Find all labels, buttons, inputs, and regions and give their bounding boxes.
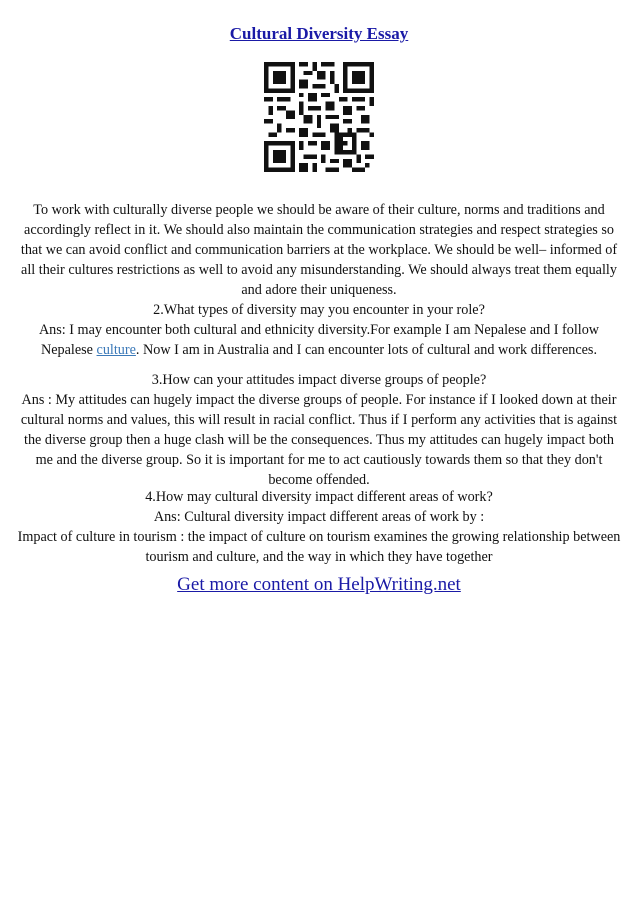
question-4-section	[14, 487, 624, 567]
question-2: 2.What types of diversity may you encounter in your role?	[153, 302, 485, 318]
intro-text: To work with culturally diverse people we should be aware of their culture, norms and traditions and accordingly reflect in it. We should also maintain the communication strategies and respect strategies so that we can avoid conflict and communication barriers at the workplace. We should be well– informed of all their cultures restrictions as well to avoid any misunderstanding. We should always treat them equally and adore their uniqueness.	[20, 202, 618, 298]
answer-2	[14, 320, 624, 360]
title-link[interactable]: Cultural Diversity Essay	[229, 24, 409, 43]
footer-link[interactable]: Get more content on HelpWriting.net	[177, 574, 461, 595]
answer-2-text-start: Ans: I may encounter both cultural and ethnicity diversity.For example I am Nepalese and I follow Nepalese	[38, 322, 600, 358]
culture-link[interactable]: culture	[96, 342, 136, 358]
question-3: 3.How can your attitudes impact diverse groups of people?	[151, 372, 487, 388]
footer-promo[interactable]	[0, 574, 638, 596]
page-title[interactable]	[0, 24, 638, 44]
answer-3: Ans : My attitudes can hugely impact the diverse groups of people. For instance if I looked down at their cultural norms and values, this will result in racial conflict. Thus if I perform any activities that is against the diverse group then a huge clash will be the consequences. Thus my attitudes can hugely impact both me and the diverse group. So it is important for me to act cautiously towards them so that they don't become offended.	[20, 392, 618, 488]
question-3-section	[14, 370, 624, 490]
answer-4-detail: Impact of culture in tourism : the impact of culture on tourism examines the growing relationship between tourism and culture, and the way in which they have together	[17, 529, 621, 565]
question-4: 4.How may cultural diversity impact different areas of work?	[145, 489, 493, 505]
answer-2-text-end: . Now I am in Australia and I can encounter lots of cultural and work differences.	[135, 342, 597, 358]
intro-paragraph	[14, 200, 624, 300]
question-2-section	[14, 300, 624, 360]
answer-4: Ans: Cultural diversity impact different areas of work by :	[153, 509, 485, 525]
qr-code-icon	[264, 62, 374, 172]
